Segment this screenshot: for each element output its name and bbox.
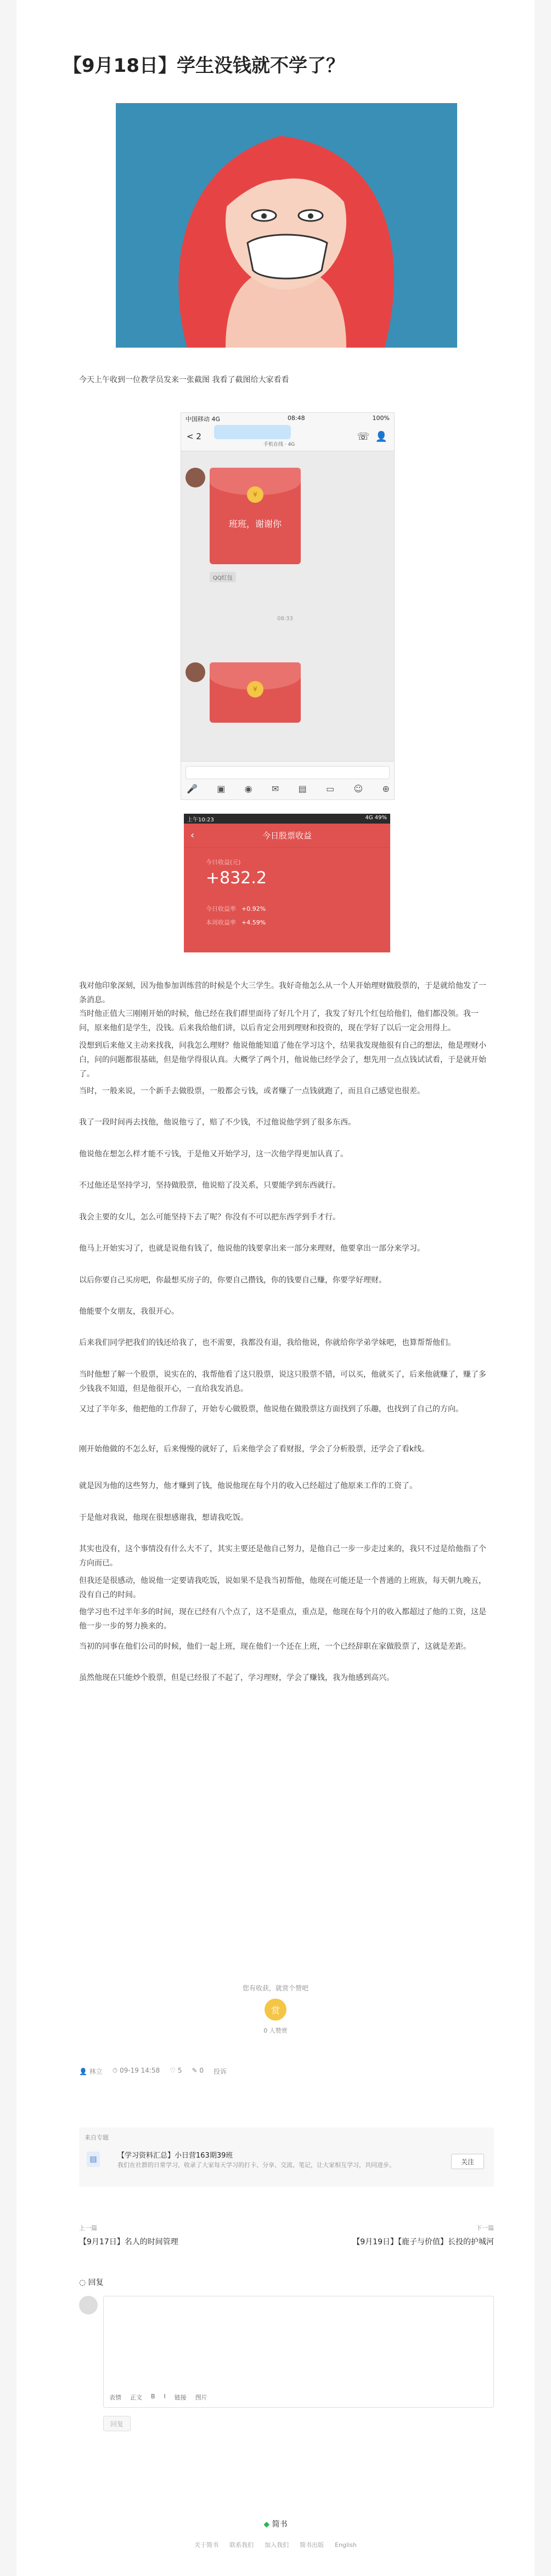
article-paragraph: 刚开始他做的不怎么好，后来慢慢的就好了，后来他学会了看财报，学会了分析股票，还学会了看k线。: [79, 1445, 430, 1454]
gift-icon[interactable]: ▤: [298, 784, 307, 794]
carrier: 中国移动 4G: [185, 416, 221, 423]
comment-heading: [79, 2277, 104, 2288]
reward-button[interactable]: 赏: [265, 1999, 286, 2021]
brand-name: 简书: [272, 2520, 288, 2529]
intro-text: 今天上午收到一位教学员发来一张截图 我看了截图给大家看看: [79, 376, 289, 384]
article-paragraph: 后来我们同学把我们的钱还给我了，也不需要，我都没有退，我给他说，你就给你学弟学妹吧，也算帮帮他们。: [79, 1338, 456, 1347]
rate-value: +4.59%: [241, 919, 266, 926]
submit-comment-button[interactable]: 回复: [103, 2416, 131, 2431]
battery: 100%: [372, 415, 390, 422]
mic-icon[interactable]: 🎤: [187, 784, 198, 794]
earnings-value: +832.2: [206, 869, 267, 888]
author-name[interactable]: 林立: [89, 2068, 103, 2075]
file-icon[interactable]: ▭: [326, 784, 335, 794]
reward-count: 0 人赞赏: [263, 2027, 288, 2034]
toolbar-item[interactable]: 正文: [130, 2394, 142, 2401]
article-meta: [79, 2067, 227, 2076]
collection-title[interactable]: 【学习资料汇总】小日营163期39班: [117, 2152, 233, 2160]
article-paragraph: 但我还是很感动，他说他一定要请我吃饭，说如果不是我当初帮他，他现在可能还是一个普通的上班族，每天朝九晚五，没有自己的时间。: [79, 1576, 486, 1599]
next-label: 下一篇: [476, 2225, 494, 2232]
article-paragraph: 以后你要自己买房吧，你最想买房子的，你要自己攒钱，你的钱要自己赚，你要学好理财。: [79, 1276, 386, 1285]
toolbar-item[interactable]: 链接: [174, 2394, 187, 2401]
back-button[interactable]: < 2: [187, 432, 201, 441]
footer-links: [16, 2540, 535, 2549]
red-envelope[interactable]: [210, 662, 301, 723]
editor-toolbar: [109, 2393, 207, 2402]
phone-icon[interactable]: ☏: [357, 431, 369, 442]
follow-button[interactable]: 关注: [451, 2154, 484, 2169]
status-time: 上午10:23: [187, 817, 214, 823]
avatar: [185, 662, 205, 682]
date-icon: ⏱ 09-19 14:58: [112, 2067, 160, 2074]
article-paragraph: 当时他想了解一个股票，说实在的，我帮他看了这只股票，说这只股票不错，可以买，他就买了，后来他就赚了，赚了多少钱我不知道，但是他很开心，一直给我发消息。: [79, 1370, 486, 1393]
toolbar-item[interactable]: 图片: [195, 2394, 207, 2401]
rate-row: [206, 904, 266, 913]
chat-input[interactable]: [185, 766, 390, 779]
footer-link[interactable]: 简书出版: [300, 2541, 324, 2549]
comment-count: 0: [199, 2067, 204, 2074]
like-count: 5: [177, 2067, 182, 2074]
earnings-title: 今日股票收益: [262, 831, 312, 841]
article-paragraph: 就是因为他的这些努力，他才赚到了钱，他说他现在每个月的收入已经超过了他原来工作的工资了。: [79, 1482, 417, 1490]
toolbar-item[interactable]: I: [164, 2393, 166, 2400]
rate-label: 今日收益率: [206, 905, 236, 912]
status-bar: [181, 413, 394, 424]
rate-label: 本周收益率: [206, 919, 236, 926]
redpacket-icon[interactable]: ✉: [271, 784, 279, 794]
toolbar-item[interactable]: 表情: [109, 2394, 121, 2401]
comment-editor[interactable]: [103, 2296, 494, 2408]
article-paragraph: 他学习也不过半年多的时间，现在已经有八个点了，这不是重点，重点是，他现在每个月的收入都超过了他的工资，这是他一步一步的努力换来的。: [79, 1608, 486, 1631]
group-subtitle: 手机在线 · 4G: [263, 442, 295, 447]
article-paragraph: 当时，一般来说，一个新手去做股票，一般都会亏钱，或者赚了一点钱就跑了，而且自己感觉也很差。: [79, 1087, 425, 1096]
collection-desc: 我们在社群的日常学习，收录了大家每天学习的打卡、分享、交流、笔记，让大家相互学习，共同进步。: [117, 2161, 395, 2169]
like-icon[interactable]: ♡ 5: [170, 2067, 182, 2074]
rate-row: [206, 918, 266, 927]
back-icon[interactable]: ‹: [190, 830, 195, 841]
hero-illustration: [116, 103, 457, 348]
chat-screenshot: [181, 412, 395, 800]
status-bar: [184, 814, 390, 824]
article-paragraph: 我对他印象深刻，因为他参加训练营的时候是个大三学生。我好奇他怎么从一个人开始理财做股票的，于是就给他发了一条消息。: [79, 981, 486, 1005]
comment-icon[interactable]: ✎ 0: [192, 2067, 204, 2074]
article-paragraph: 他说他在想怎么样才能不亏钱，于是他又开始学习，这一次他学得更加认真了。: [79, 1150, 348, 1159]
article-paragraph: 当初的同事在他们公司的时候，他们一起上班，现在他们一个还在上班，一个已经辞职在家做股票了，这就是差距。: [79, 1642, 471, 1651]
plus-icon[interactable]: ⊕: [382, 784, 390, 794]
camera-icon[interactable]: ◉: [244, 784, 252, 794]
article-paragraph: 于是他对我说，他现在很想感谢我，想请我吃饭。: [79, 1513, 248, 1522]
comment-heading-text: 回复: [88, 2278, 104, 2287]
earnings-label: 今日收益(元): [206, 859, 241, 866]
footer-link[interactable]: 加入我们: [265, 2541, 289, 2549]
next-article-link[interactable]: 【9月19日】【鹿子与价值】长投的护城河: [352, 2238, 494, 2246]
article-paragraph: 当时他正值大三刚刚开始的时候，他已经在我们群里面待了好几个月了，我发了好几个红包给他们，他们都没领。我一问，原来他们是学生，没钱。后来我给他们讲，以后肯定会用到理财和投资的，现在学好了以后一定会用得上。: [79, 1009, 479, 1032]
footer-link[interactable]: English: [335, 2541, 357, 2549]
author-icon: 👤 林立: [79, 2068, 103, 2075]
collection-label: 来自专题: [85, 2134, 109, 2141]
toolbar-item[interactable]: B: [151, 2393, 155, 2400]
article-paragraph: 他马上开始实习了，也就是说他有钱了，他说他的钱要拿出来一部分来理财，他要拿出一部分来学习。: [79, 1244, 425, 1253]
footer-link[interactable]: 关于简书: [194, 2541, 219, 2549]
article-paragraph: 他能要个女朋友，我很开心。: [79, 1307, 179, 1316]
image-icon[interactable]: ▣: [217, 784, 226, 794]
avatar: [185, 468, 205, 487]
rate-value: +0.92%: [241, 905, 266, 912]
article-paragraph: 我了一段时间再去找他，他说他亏了，赔了不少钱，不过他说他学到了很多东西。: [79, 1118, 356, 1127]
prev-article-link[interactable]: 【9月17日】名人的时间管理: [79, 2238, 178, 2246]
clock: 08:48: [287, 415, 305, 422]
publish-date: 09-19 14:58: [119, 2067, 160, 2074]
appreciation-text: 您有收获，就赏个赞吧: [242, 1984, 308, 1992]
footer-link[interactable]: 联系我们: [229, 2541, 254, 2549]
timestamp: 08:33: [277, 616, 293, 622]
envelope-tag: QQ红包: [210, 572, 236, 582]
red-envelope[interactable]: [210, 468, 301, 564]
chat-input-bar: [181, 761, 395, 799]
chat-tools: [187, 784, 390, 794]
prev-label: 上一篇: [79, 2225, 97, 2232]
collection-card[interactable]: [79, 2127, 494, 2187]
article-paragraph: 又过了半年多，他把他的工作辞了，开始专心做股票，他说他在做股票这方面找到了乐趣，也找到了自己的方向。: [79, 1405, 463, 1414]
collection-icon: ▤: [87, 2152, 100, 2167]
earnings-screenshot: [184, 814, 390, 952]
article-paragraph: 其实也没有，这个事情没有什么大不了，其实主要还是他自己努力，是他自己一步一步走过来的，我只不过是给他指了个方向而已。: [79, 1545, 486, 1568]
footer-brand: [16, 2518, 535, 2529]
page-title: 【9月18日】学生没钱就不学了？: [63, 55, 345, 77]
article-paragraph: 虽然他现在只能炒个股票，但是已经很了不起了，学习理财，学会了赚钱，我为他感到高兴。: [79, 1673, 394, 1682]
earnings-header: [184, 824, 390, 848]
logo-icon: ◆: [263, 2520, 270, 2529]
envelope-text: 班班，谢谢你: [228, 519, 282, 529]
report-link[interactable]: 投诉: [213, 2068, 227, 2075]
avatar: [79, 2296, 98, 2314]
article-paragraph: 没想到后来他又主动来找我，问我怎么理财？他说他能知道了他在学习这个，结果我发现他很有自己的想法，他是理财小白，问的问题都很基础，但是他学得很认真。大概学了两个月，他说他已经学会了，想先用一点点钱试试看，于是就开始了。: [79, 1041, 486, 1079]
chat-bubble: [214, 425, 291, 439]
status-right: 4G 49%: [365, 815, 387, 821]
person-icon[interactable]: 👤: [375, 431, 387, 442]
coin-icon: ¥: [247, 486, 263, 503]
article-paragraph: 我会主要的女儿，怎么可能坚持下去了呢？你没有不可以把东西学到手才行。: [79, 1213, 340, 1222]
emoji-icon[interactable]: ☺: [353, 784, 363, 794]
article-paragraph: 不过他还是坚持学习，坚持做股票，他说赔了没关系，只要能学到东西就行。: [79, 1181, 340, 1190]
coin-icon: ¥: [247, 681, 263, 697]
page: [16, 0, 535, 2576]
comment-icon: ◌: [79, 2278, 88, 2287]
